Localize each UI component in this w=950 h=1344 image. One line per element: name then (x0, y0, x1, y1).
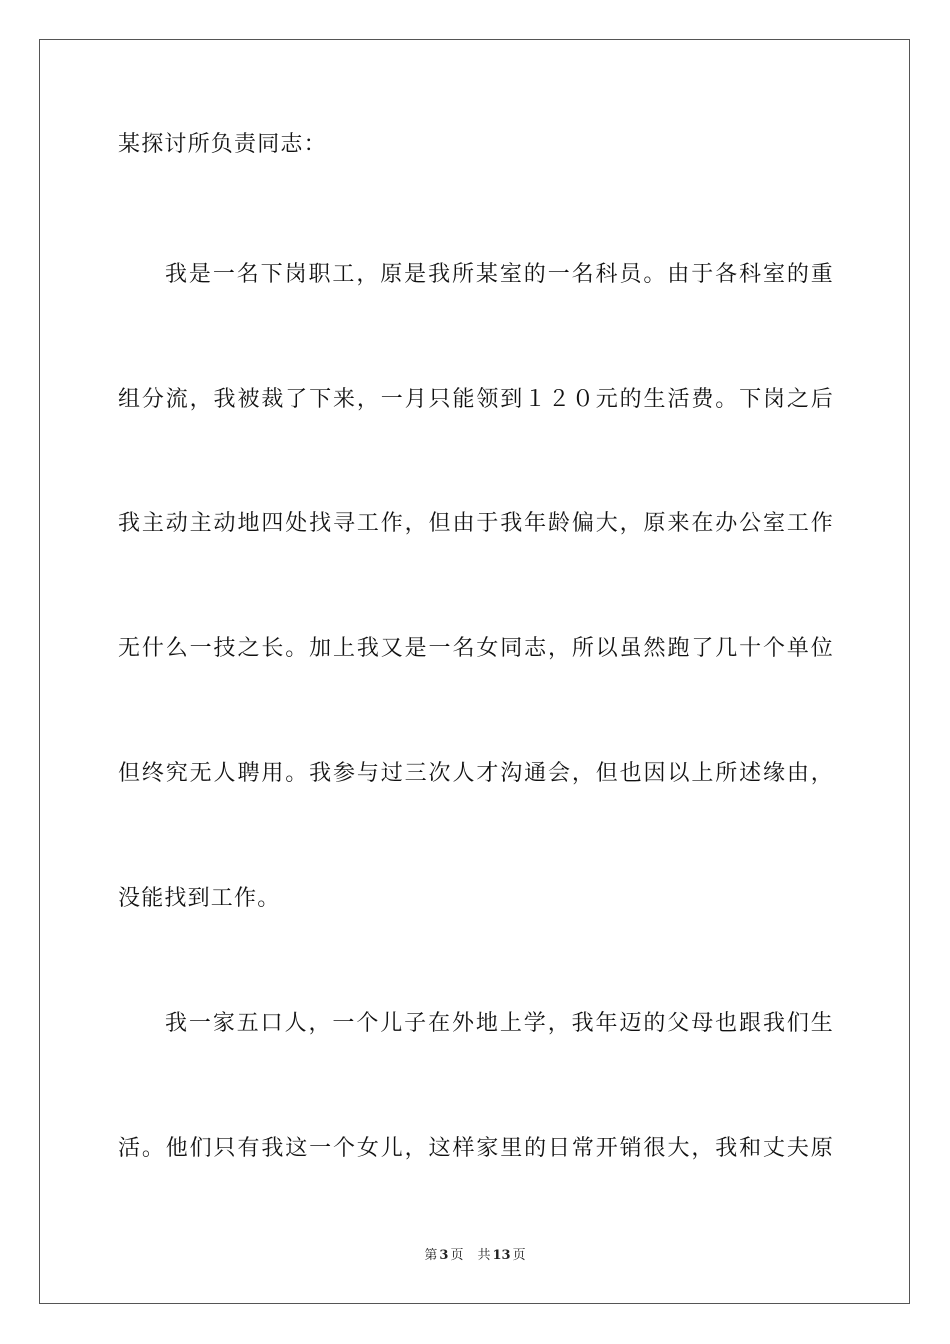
page-border (39, 39, 910, 1304)
page-footer (0, 1246, 950, 1266)
total-page-number: 13 (492, 1248, 511, 1263)
paragraph-line: 我一家五口人，一个儿子在外地上学，我年迈的父母也跟我们生 (165, 1011, 834, 1036)
paragraph-line: 无什么一技之长。加上我又是一名女同志，所以虽然跑了几十个单位 (118, 636, 834, 661)
paragraph-line: 没能找到工作。 (118, 886, 281, 911)
paragraph-line: 活。他们只有我这一个女儿，这样家里的日常开销很大，我和丈夫原 (118, 1136, 834, 1161)
salutation: 某探讨所负责同志： (118, 132, 327, 157)
total-suffix: 页 (512, 1248, 526, 1263)
paragraph-line: 我是一名下岗职工，原是我所某室的一名科员。由于各科室的重 (165, 262, 834, 287)
paragraph-line: 我主动主动地四处找寻工作，但由于我年龄偏大，原来在办公室工作 (118, 511, 834, 536)
page-prefix: 第 (424, 1248, 438, 1263)
page-suffix: 页 (450, 1248, 464, 1263)
total-prefix: 共 (477, 1248, 491, 1263)
current-page-number: 3 (439, 1248, 449, 1263)
paragraph-line: 组分流，我被裁了下来，一月只能领到１２０元的生活费。下岗之后 (118, 387, 834, 412)
paragraph-line: 但终究无人聘用。我参与过三次人才沟通会，但也因以上所述缘由， (118, 761, 834, 786)
